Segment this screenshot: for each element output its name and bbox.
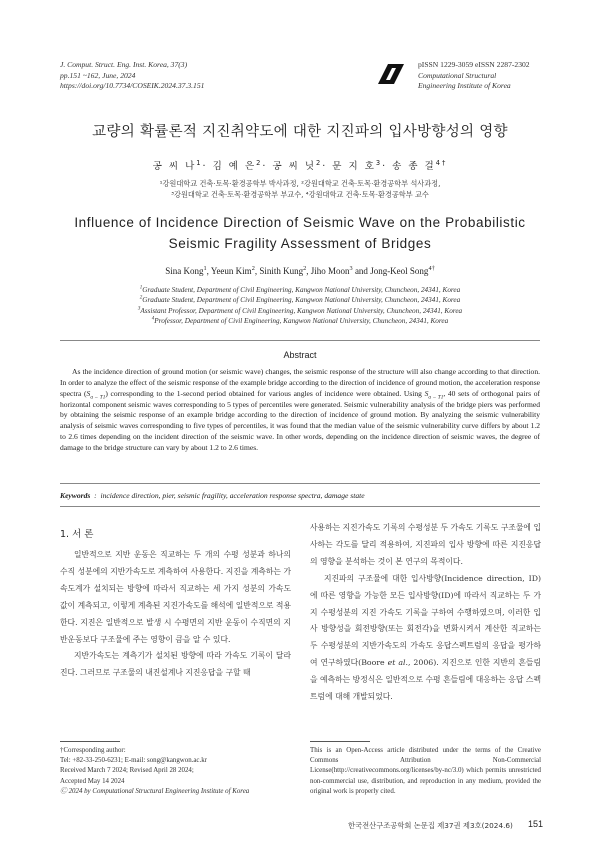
issn: pISSN 1229-3059 eISSN 2287-2302 [418,60,530,69]
paragraph: 지진파의 구조물에 대한 입사방향(Incidence direction, ID)에 따른 영향을 가능한 모든 입사방향(ID)에 따라서 직교하는 두 가지 수평성분의 지진 가속도 기록을 구하여 수행하였으며, 이러한 입사 방향성을 회전방향(또는 회전각)을 변화시켜서 계산한 직교하는 두 수평성분의 지반가속도의 가속도 응답스펙트럼의 응답을 평가하여 연구하였다(Boore et al., 2006). 지진으로 인한 지반의 흔들림을 예측하는 방정식은 일반적으로 수평 흔들림에 대응하는 응답 스펙트럼에 대해 개발되었다. [310,573,541,702]
affiliations-korean [0,178,600,200]
keywords-label: Keywords [60,491,91,500]
title-korean: 교량의 확률론적 지진취약도에 대한 지진파의 입사방향성의 영향 [92,124,508,140]
footnote-rule [60,741,120,742]
paragraph: 지반가속도는 계측기가 설치된 방향에 따라 가속도 기록이 달라진다. 그러므로 구조물의 내진설계나 지진응답을 구할 때 [60,651,291,678]
keywords-line: Keywords : incidence direction, pier, seismic fragility, acceleration response spectra, damage state [60,491,365,500]
journal-name: J. Comput. Struct. Eng. Inst. Korea, 37(3) [60,60,188,69]
keywords-list: incidence direction, pier, seismic fragility, acceleration response spectra, damage state [100,491,365,500]
doi-link[interactable]: https://doi.org/10.7734/COSEIK.2024.37.3.151 [60,81,205,91]
abstract-body: As the incidence direction of ground motion (or seismic wave) changes, the seismic response of the structure will also change according to that direction. In order to analyze the effect of the seismic response of the example bridge according to the direction of incidence of ground motion, the acceleration response spectra $(S_{a - T1})$ corresponding to the 1-second period obtained for various angles of incidence were obtained. Using $S_{a - T1}$, 40 sets of orthogonal pairs of horizontal component seismic waves corresponding to 5 types of percentiles were generated. Seismic vulnerability analysis of the bridge piers was performed by obtaining the seismic response of an example bridge according to the direction of incidence of ground motion. By analyzing the seismic vulnerability analysis of seismic waves corresponding to five types of percentiles, it was found that the median value of the seismic vulnerability curve differs by about 1.2 to 2.6 times depending on the incident direction of the seismic wave. In other words, depending on the incidence direction of seismic waves, the degree of damage to the bridge structure can vary by about 1.2 to 2.6 times. [60,367,541,452]
page-number: 151 [528,819,544,829]
authors-korean: 공 씨 나$^1$· 김 예 은$^2$· 공 씨 닛$^2$· 문 지 호$^3$· 송 종 걸$^{4\dagger}$ [152,158,448,172]
author-ko: 김 예 은 [212,161,257,172]
divider [60,483,540,484]
corresponding-footnote: †Corresponding author: Tel: +82-33-250-6231; E-mail: song@kangwon.ac.kr Received March 7 2024; Revised April 28 2024; Accepted May 14 2024 Ⓒ 2024 by Computational Structural Engineering Institute of Korea [60,746,291,797]
page-range: pp.151 ~162, June, 2024 [60,70,136,80]
author-ko: 공 씨 닛 [272,161,317,172]
society-name-line1: Computational Structural [418,70,497,80]
paragraph: 일반적으로 지반 운동은 직교하는 두 개의 수평 성분과 하나의 수직 성분에의 지반가속도로 계측하여 사용한다. 지진을 계측하는 가속도계가 설치되는 방향에 따라서 직교하는 세 가지 성분의 가속도 값이 계측되고, 이렇게 계측된 지진가속도를 해석에 일반적으로 적용한다. 지진은 일반적으로 발생 시 수평면의 지반 운동이 수직면의 지반운동보다 구조물에 주는 영향이 큼을 알 수 있다. [60,550,291,644]
authors-english: Sina Kong$^1$, Yeeun Kim$^2$, Sinith Kung$^2$, Jiho Moon$^3$ and Jong-Keol Song$^{4\dagger}$ [165,265,435,276]
body-column-right [310,520,541,706]
author-ko: 송 종 걸 [392,161,436,172]
divider [60,506,540,507]
affil-ko-line: ¹강원대학교 건축·토목·환경공학부 박사과정, ²강원대학교 건축·토목·환경공학부 석사과정, [159,179,441,188]
author-ko: 문 지 호 [332,161,376,172]
footnote-rule [310,741,370,742]
body-column-left [60,547,291,682]
paragraph: 사용하는 지진가속도 기록의 수평성분 두 가속도 기록도 구조물에 입사하는 각도를 달리 적용하여, 지진파의 입사 방향에 따른 지진응답의 영향을 분석하는 것이 본 연구의 목적이다. [310,523,541,566]
title-english: Influence of Incidence Direction of Seismic Wave on the Probabilistic Seismic Fragility Assessment of Bridges [74,215,526,251]
footer-journal: 한국전산구조공학회 논문집 제37권 제3호(2024.6) [348,821,513,830]
open-access-note: This is an Open-Access article distributed under the terms of the Creative Commons Attribution Non-Commercial License(http://creativecommons.org/licenses/by-nc/3.0) which permits unrestricted non-commercial use, distribution, and reproduction in any medium, provided the original work is properly cited. [310,747,541,795]
abstract-heading: Abstract [283,350,317,360]
issn-block [418,60,530,92]
society-name-line2: Engineering Institute of Korea [418,81,511,91]
journal-logo-icon [376,62,406,86]
divider [60,340,540,341]
section-heading: 1. 서 론 [60,529,94,540]
contact-info[interactable]: Tel: +82-33-250-6231; E-mail: song@kangwon.ac.kr [60,757,207,765]
journal-citation-block [60,60,204,92]
affil-ko-line: ³강원대학교 건축·토목·환경공학부 부교수, ⁴강원대학교 건축·토목·환경공학부 교수 [171,190,429,199]
author-ko: 공 씨 나 [152,161,197,172]
affiliations-english: $^1$Graduate Student, Department of Civil Engineering, Kangwon National University, Chuncheon, 24341, Korea $^2$Graduate Student, Department of Civil Engineering, Kangwon National University, Chuncheon, 24341, Korea $^3$Assistant Professor, Department of Civil Engineering, Kangwon National University, Chuncheon, 24341, Korea $^4$Professor, Department of Civil Engineering, Kangwon National University, Chuncheon, 24341, Korea [137,285,463,326]
